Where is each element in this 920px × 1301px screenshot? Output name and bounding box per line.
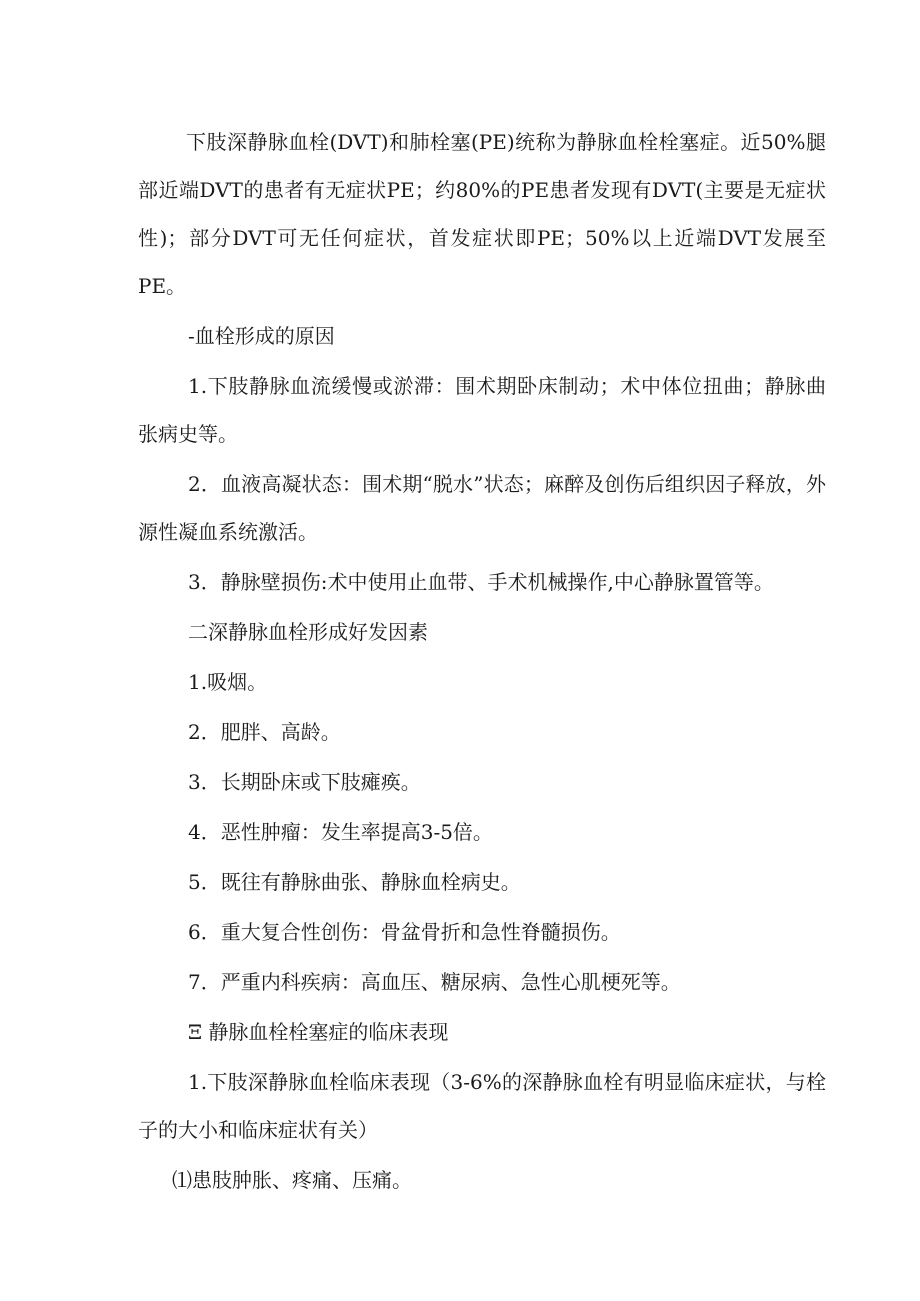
list-item: 2．肥胖、高龄。 bbox=[188, 720, 341, 744]
list-item: 6．重大复合性创伤：骨盆骨折和急性脊髓损伤。 bbox=[188, 920, 621, 944]
list-item: 7．严重内科疾病：高血压、糖尿病、急性心肌梗死等。 bbox=[188, 970, 681, 994]
list-item: 3．静脉壁损伤:术中使用止血带、手术机械操作,中心静脉置管等。 bbox=[188, 570, 774, 594]
list-item: 1.下肢静脉血流缓慢或淤滞：围术期卧床制动；术中体位扭曲；静脉曲张病史等。 bbox=[138, 374, 826, 446]
sub-list-item: ⑴患肢肿胀、疼痛、压痛。 bbox=[172, 1168, 412, 1192]
list-item: 1.下肢深静脉血栓临床表现（3-6%的深静脉血栓有明显临床症状，与栓子的大小和临床症状有关） bbox=[138, 1070, 826, 1142]
section-heading-causes: -血栓形成的原因 bbox=[188, 324, 335, 348]
list-item: 1.吸烟。 bbox=[188, 670, 268, 694]
list-item: 2．血液高凝状态：围术期“脱水”状态；麻醉及创伤后组织因子释放，外源性凝血系统激活。 bbox=[138, 472, 826, 544]
section-heading-risk-factors: 二深静脉血栓形成好发因素 bbox=[188, 620, 428, 644]
intro-paragraph: 下肢深静脉血栓(DVT)和肺栓塞(PE)统称为静脉血栓栓塞症。近50%腿部近端DVT的患者有无症状PE；约80%的PE患者发现有DVT(主要是无症状性)；部分DVT可无任何症状，首发症状即PE；50%以上近端DVT发展至PE。 bbox=[138, 130, 826, 298]
list-item: 3．长期卧床或下肢瘫痪。 bbox=[188, 770, 421, 794]
list-item: 4．恶性肿瘤：发生率提高3-5倍。 bbox=[188, 820, 493, 844]
document-body bbox=[138, 118, 826, 1206]
list-item: 5．既往有静脉曲张、静脉血栓病史。 bbox=[188, 870, 521, 894]
section-heading-clinical: Ξ 静脉血栓栓塞症的临床表现 bbox=[188, 1020, 449, 1044]
